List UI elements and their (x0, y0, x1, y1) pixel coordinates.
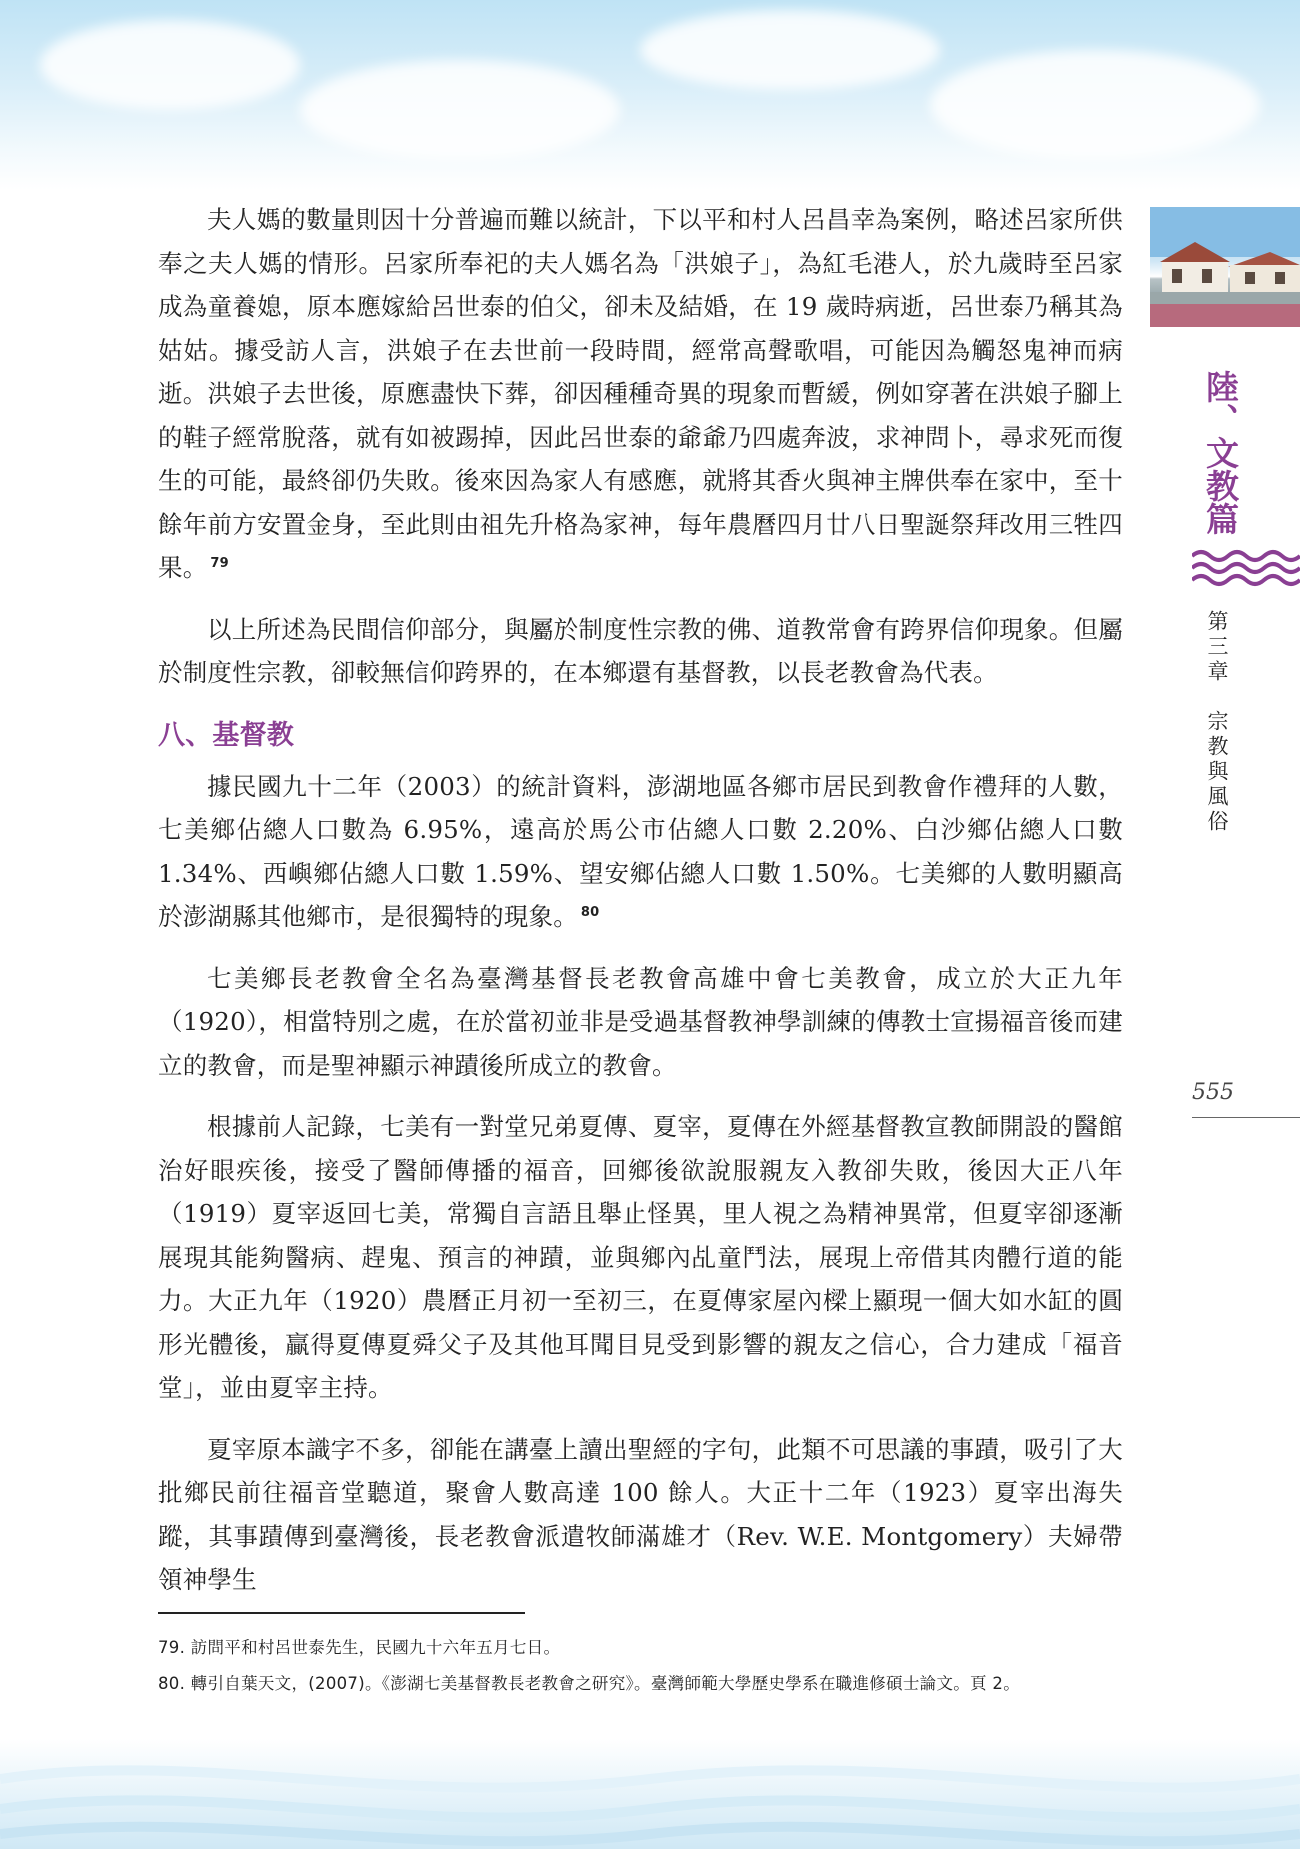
footnote-divider (158, 1612, 525, 1614)
footer-wave-background (0, 1739, 1300, 1849)
paragraph-6: 夏宰原本識字不多，卻能在講臺上讀出聖經的字句，此類不可思議的事蹟，吸引了大批鄉民前往福音堂聽道，聚會人數高達 100 餘人。大正十二年（1923）夏宰出海失蹤，其事蹟傳到臺灣後，長老教會派遣牧師滿雄才（Rev. W.E. Montgomery）夫婦帶領神學生 (158, 1434, 1123, 1594)
building-illustration (1150, 207, 1300, 327)
page-number-rule (1192, 1117, 1300, 1118)
header-sky-background (0, 0, 1300, 190)
sidebar-part-title: 陸、文教篇 (1201, 370, 1240, 535)
sidebar-photo-building (1150, 207, 1300, 327)
footnote-79: 79. 訪問平和村呂世泰先生，民國九十六年五月七日。 (158, 1638, 561, 1657)
footnote-ref-80[interactable]: 80 (580, 904, 600, 920)
section-heading: 八、基督教 (158, 719, 294, 751)
main-content (158, 198, 1123, 1620)
paragraph-3: 據民國九十二年（2003）的統計資料，澎湖地區各鄉市居民到教會作禮拜的人數，七美鄉佔總人口數為 6.95%，遠高於馬公市佔總人口數 2.20%、白沙鄉佔總人口數 1.34%、西嶼鄉佔總人口數 1.59%、望安鄉佔總人口數 1.50%。七美鄉的人數明顯高於澎湖縣其他鄉市，是很獨特的現象。 $^{80}$ (158, 771, 1123, 931)
footnote-ref-79[interactable]: 79 (210, 555, 229, 571)
paragraph-1: 夫人媽的數量則因十分普遍而難以統計，下以平和村人呂昌幸為案例，略述呂家所供奉之夫人媽的情形。呂家所奉祀的夫人媽名為「洪娘子」，為紅毛港人，於九歲時至呂家成為童養媳，原本應嫁給呂世泰的伯父，卻未及結婚，在 19 歲時病逝，呂世泰乃稱其為姑姑。據受訪人言，洪娘子在去世前一段時間，經常高聲歌唱，可能因為觸怒鬼神而病逝。洪娘子去世後，原應盡快下葬，卻因種種奇異的現象而暫緩，例如穿著在洪娘子腳上的鞋子經常脫落，就有如被踢掉，因此呂世泰的爺爺乃四處奔波，求神問卜，尋求死而復生的可能，最終卻仍失敗。後來因為家人有感應，就將其香火與神主牌供奉在家中，至十餘年前方安置金身，至此則由祖先升格為家神，每年農曆四月廿八日聖誕祭拜改用三牲四果。 $^{79}$ (158, 205, 1123, 582)
paragraph-4: 七美鄉長老教會全名為臺灣基督長老教會高雄中會七美教會，成立於大正九年（1920），相當特別之處，在於當初並非是受過基督教神學訓練的傳教士宣揚福音後而建立的教會，而是聖神顯示神蹟後所成立的教會。 (158, 963, 1123, 1080)
page-number: 555 (1192, 1080, 1234, 1105)
sidebar-wave-decoration (1192, 548, 1300, 588)
sidebar-chapter-title: 第三章 宗教與風俗 (1205, 610, 1229, 835)
paragraph-2: 以上所述為民間信仰部分，與屬於制度性宗教的佛、道教常會有跨界信仰現象。但屬於制度性宗教，卻較無信仰跨界的，在本鄉還有基督教，以長老教會為代表。 (158, 614, 1123, 687)
footnote-80: 80. 轉引自葉天文，(2007)。《澎湖七美基督教長老教會之研究》。臺灣師範大學歷史學系在職進修碩士論文。頁 2。 (158, 1674, 1020, 1693)
paragraph-5: 根據前人記錄，七美有一對堂兄弟夏傳、夏宰，夏傳在外經基督教宣教師開設的醫館治好眼疾後，接受了醫師傳播的福音，回鄉後欲說服親友入教卻失敗，後因大正八年（1919）夏宰返回七美，常獨自言語且舉止怪異，里人視之為精神異常，但夏宰卻逐漸展現其能夠醫病、趕鬼、預言的神蹟，並與鄉內乩童鬥法，展現上帝借其肉體行道的能力。大正九年（1920）農曆正月初一至初三，在夏傳家屋內樑上顯現一個大如水缸的圓形光體後，贏得夏傳夏舜父子及其他耳聞目見受到影響的親友之信心，合力建成「福音堂」，並由夏宰主持。 (158, 1112, 1123, 1402)
